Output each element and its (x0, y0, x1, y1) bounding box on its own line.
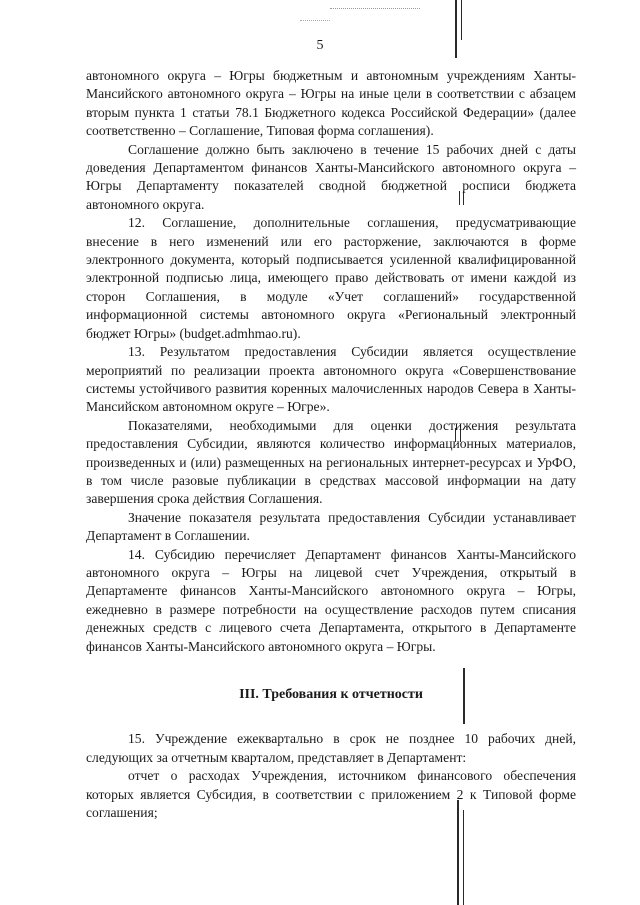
paragraph: 13. Результатом предоставления Субсидии является осуществление мероприятий по реализации проекта автономного округа «Совершенствование системы устойчивого развития коренных малочисленных народов Севера в Ханты-Мансийском автономном округе – Югре». (86, 344, 576, 415)
paragraph: 15. Учреждение ежеквартально в срок не позднее 10 рабочих дней, следующих за отчетным кварталом, представляет в Департамент: (86, 731, 576, 765)
scan-artifact-smudge (300, 20, 330, 25)
scan-artifact-line (463, 810, 464, 905)
paragraph: 12. Соглашение, дополнительные соглашения, предусматривающие внесение в него изменений или его расторжение, заключаются в форме электронного документа, который подписывается усиленной квалифицированной электронной подписью лица, имеющего право действовать от имени каждой из сторон Соглашения, в модуле «Учет соглашений» государственной информационной системы автономного округа «Региональный электронный бюджет Югры» (budget.admhmao.ru). (86, 215, 576, 341)
paragraph: автономного округа – Югры бюджетным и автономным учреждениям Ханты-Мансийского автономного округа – Югры на иные цели в соответствии с абзацем вторым пункта 1 статьи 78.1 Бюджетного кодекса Российской Федерации» (далее соответственно – Соглашение, Типовая форма соглашения). (86, 68, 576, 139)
document-body (86, 67, 576, 822)
scan-artifact-smudge (330, 8, 420, 15)
paragraph: Соглашение должно быть заключено в течение 15 рабочих дней с даты доведения Департаментом финансов Ханты-Мансийского автономного округа – Югры Департаменту показателей сводной бюджетной росписи бюджета автономного округа. (86, 141, 576, 212)
page-number: 5 (316, 38, 324, 53)
paragraph: Значение показателя результата предоставления Субсидии устанавливает Департамент в Соглашении. (86, 509, 576, 544)
paragraph: отчет о расходах Учреждения, источником финансового обеспечения которых является Субсидия, в соответствии с приложением 2 к Типовой форме соглашения; (86, 768, 576, 821)
paragraph: Показателями, необходимыми для оценки достижения результата предоставления Субсидии, являются количество информационных материалов, произведенных и (или) размещенных на региональных интернет-ресурсах и УрФО, в том числе разовые публикации в средствах массовой информации на дату завершения срока действия Соглашения. (86, 417, 576, 507)
section-heading: III. Требования к отчетности (239, 687, 423, 702)
paragraph: 14. Субсидию перечисляет Департамент финансов Ханты-Мансийского автономного округа – Югры на лицевой счет Учреждения, открытый в Департаменте финансов Ханты-Мансийского автономного округа – Югры, ежедневно в размере потребности на осуществление расходов путем списания денежных средств с лицевого счета Департамента, открытого в Департаменте финансов Ханты-Мансийского автономного округа – Югры. (86, 546, 576, 654)
scan-artifact-line (461, 0, 462, 40)
